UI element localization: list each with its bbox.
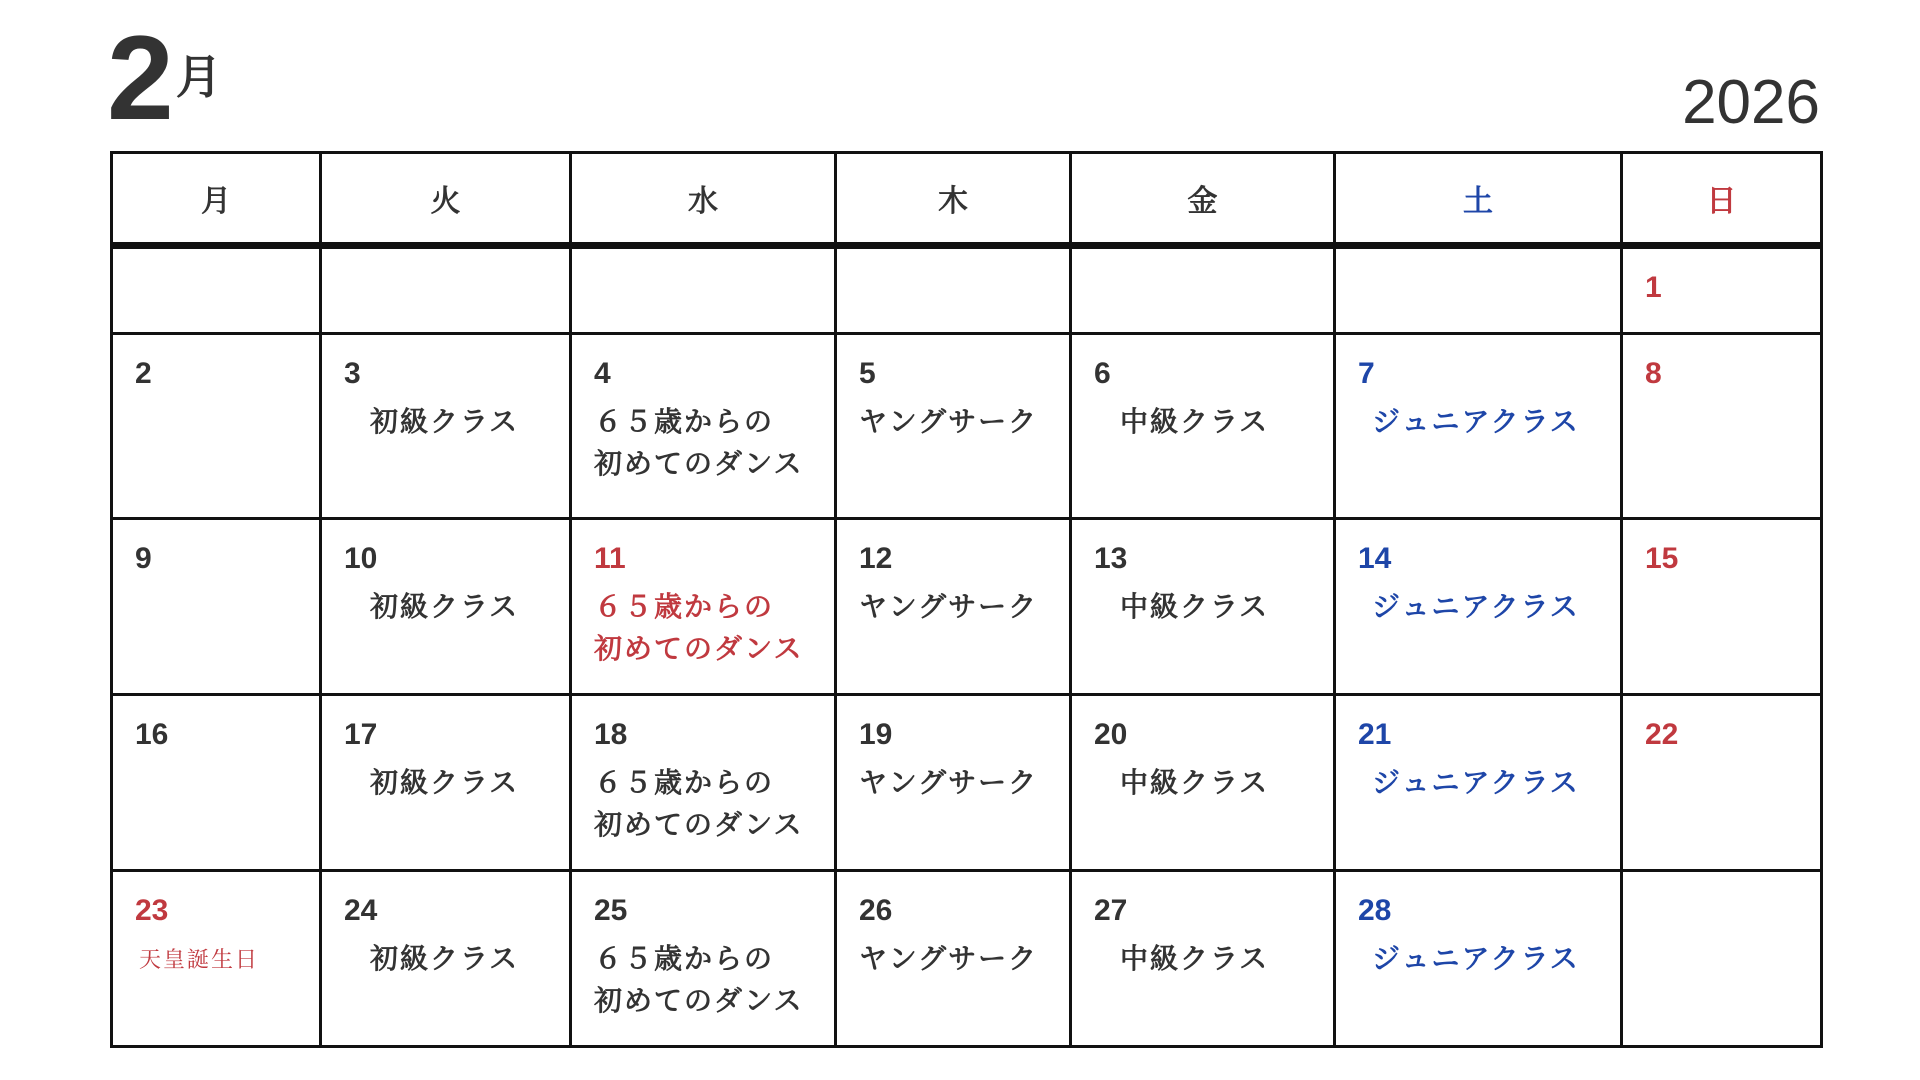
day-number-8: 8 xyxy=(1645,357,1662,390)
day-number-18: 18 xyxy=(594,718,628,751)
day-number-21: 21 xyxy=(1358,718,1392,751)
event-intermediate-class: 中級クラス xyxy=(1120,405,1270,438)
day-number-13: 13 xyxy=(1094,542,1128,575)
month-unit: 月 xyxy=(175,50,222,104)
day-cell-28 xyxy=(1335,871,1622,1047)
month-number: 2 xyxy=(107,11,172,145)
calendar-grid xyxy=(110,151,1823,1048)
day-cell-8 xyxy=(1622,334,1822,519)
day-cell-2 xyxy=(112,334,321,519)
day-cell-26 xyxy=(836,871,1071,1047)
day-number-15: 15 xyxy=(1645,542,1679,575)
event-junior-class: ジュニアクラス xyxy=(1372,405,1580,438)
weekday-sun: 日 xyxy=(1622,153,1822,246)
empty-cell xyxy=(1335,246,1622,334)
weekday-fri: 金 xyxy=(1071,153,1335,246)
year-label: 2026 xyxy=(1682,68,1820,137)
day-cell-24 xyxy=(321,871,571,1047)
day-cell-15 xyxy=(1622,519,1822,695)
empty-cell xyxy=(321,246,571,334)
event-dance-65: ６５歳からの 初めてのダンス xyxy=(594,766,804,841)
event-dance-65: ６５歳からの 初めてのダンス xyxy=(594,590,804,665)
event-dance-65: ６５歳からの 初めてのダンス xyxy=(594,405,804,480)
day-number-26: 26 xyxy=(859,894,893,927)
day-cell-11 xyxy=(571,519,836,695)
day-cell-1 xyxy=(1622,246,1822,334)
day-number-5: 5 xyxy=(859,357,876,390)
day-cell-19 xyxy=(836,695,1071,871)
month-heading xyxy=(107,11,222,145)
day-cell-25 xyxy=(571,871,836,1047)
event-junior-class: ジュニアクラス xyxy=(1372,766,1580,799)
day-number-1: 1 xyxy=(1645,271,1662,304)
day-cell-17 xyxy=(321,695,571,871)
day-cell-27 xyxy=(1071,871,1335,1047)
day-cell-6 xyxy=(1071,334,1335,519)
event-intermediate-class: 中級クラス xyxy=(1120,942,1270,975)
event-intermediate-class: 中級クラス xyxy=(1120,590,1270,623)
day-cell-21 xyxy=(1335,695,1622,871)
day-cell-22 xyxy=(1622,695,1822,871)
day-number-16: 16 xyxy=(135,718,169,751)
day-cell-7 xyxy=(1335,334,1622,519)
event-beginner-class: 初級クラス xyxy=(370,405,520,438)
day-number-24: 24 xyxy=(344,894,378,927)
event-young-circle: ヤングサーク xyxy=(859,766,1039,799)
day-number-19: 19 xyxy=(859,718,893,751)
day-number-7: 7 xyxy=(1358,357,1375,390)
weekday-tue: 火 xyxy=(321,153,571,246)
event-young-circle: ヤングサーク xyxy=(859,405,1039,438)
day-number-11: 11 xyxy=(594,542,626,575)
empty-cell xyxy=(571,246,836,334)
event-beginner-class: 初級クラス xyxy=(370,942,520,975)
day-number-3: 3 xyxy=(344,357,361,390)
event-junior-class: ジュニアクラス xyxy=(1372,942,1580,975)
empty-cell xyxy=(836,246,1071,334)
day-cell-16 xyxy=(112,695,321,871)
day-number-14: 14 xyxy=(1358,542,1392,575)
weekday-sat: 土 xyxy=(1335,153,1622,246)
day-number-23: 23 xyxy=(135,894,169,927)
day-number-20: 20 xyxy=(1094,718,1128,751)
week-row-2 xyxy=(112,334,1822,519)
week-row-5 xyxy=(112,871,1822,1047)
event-junior-class: ジュニアクラス xyxy=(1372,590,1580,623)
event-beginner-class: 初級クラス xyxy=(370,590,520,623)
weekday-thu: 木 xyxy=(836,153,1071,246)
day-cell-18 xyxy=(571,695,836,871)
day-number-2: 2 xyxy=(135,357,152,390)
day-cell-9 xyxy=(112,519,321,695)
week-row-4 xyxy=(112,695,1822,871)
day-number-28: 28 xyxy=(1358,894,1392,927)
empty-cell xyxy=(112,246,321,334)
day-cell-23 xyxy=(112,871,321,1047)
day-cell-4 xyxy=(571,334,836,519)
day-cell-13 xyxy=(1071,519,1335,695)
day-cell-14 xyxy=(1335,519,1622,695)
day-number-27: 27 xyxy=(1094,894,1128,927)
day-cell-3 xyxy=(321,334,571,519)
holiday-name: 天皇誕生日 xyxy=(139,948,260,973)
day-number-22: 22 xyxy=(1645,718,1679,751)
empty-cell xyxy=(1622,871,1822,1047)
day-number-17: 17 xyxy=(344,718,378,751)
day-number-10: 10 xyxy=(344,542,378,575)
day-number-9: 9 xyxy=(135,542,152,575)
weekday-mon: 月 xyxy=(112,153,321,246)
day-cell-5 xyxy=(836,334,1071,519)
day-cell-12 xyxy=(836,519,1071,695)
event-young-circle: ヤングサーク xyxy=(859,590,1039,623)
day-number-25: 25 xyxy=(594,894,628,927)
weekday-header-row xyxy=(112,153,1822,246)
event-beginner-class: 初級クラス xyxy=(370,766,520,799)
day-cell-20 xyxy=(1071,695,1335,871)
weekday-wed: 水 xyxy=(571,153,836,246)
event-intermediate-class: 中級クラス xyxy=(1120,766,1270,799)
day-cell-10 xyxy=(321,519,571,695)
day-number-4: 4 xyxy=(594,357,611,390)
event-dance-65: ６５歳からの 初めてのダンス xyxy=(594,942,804,1017)
empty-cell xyxy=(1071,246,1335,334)
day-number-6: 6 xyxy=(1094,357,1111,390)
week-row-3 xyxy=(112,519,1822,695)
event-young-circle: ヤングサーク xyxy=(859,942,1039,975)
day-number-12: 12 xyxy=(859,542,893,575)
week-row-1 xyxy=(112,246,1822,334)
